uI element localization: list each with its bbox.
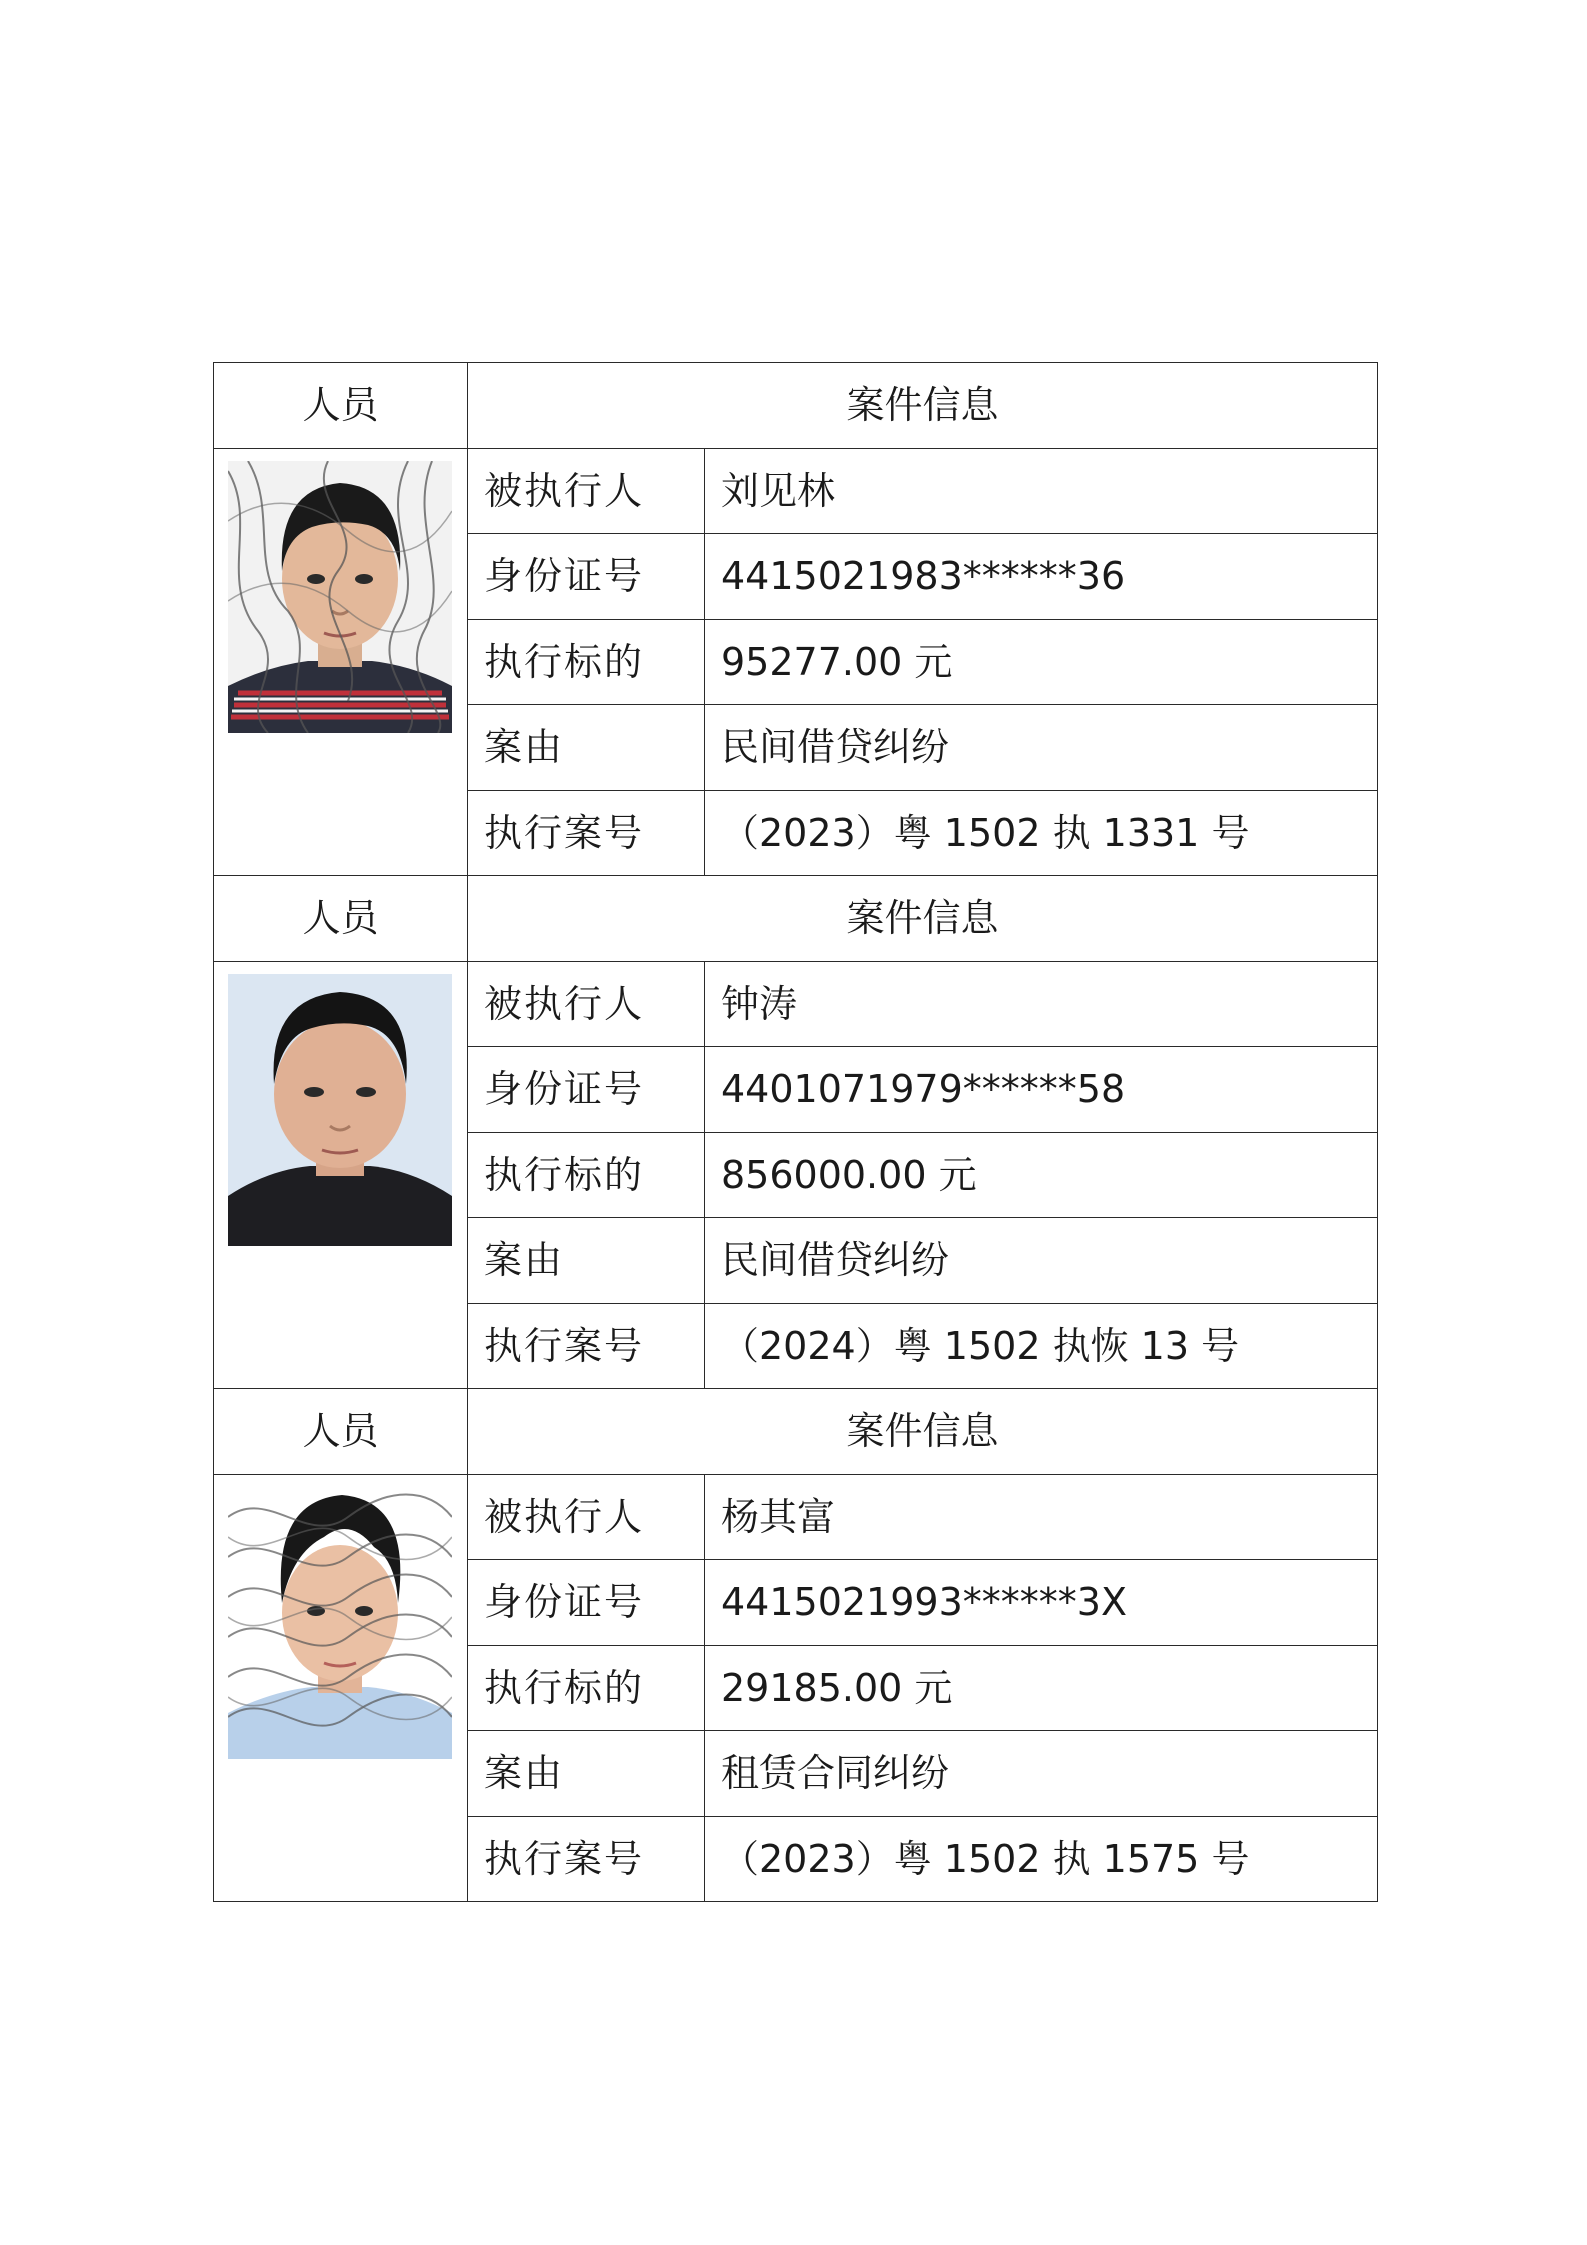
person-photo xyxy=(228,974,452,1246)
header-case-info: 案件信息 xyxy=(468,876,1378,962)
label-cause: 案由 xyxy=(468,1218,705,1304)
value-respondent: 钟涛 xyxy=(705,961,1378,1047)
value-cause: 民间借贷纠纷 xyxy=(705,705,1378,791)
record-row xyxy=(214,961,1378,1047)
label-amount: 执行标的 xyxy=(468,1645,705,1731)
label-case-number: 执行案号 xyxy=(468,1816,705,1902)
header-case-info: 案件信息 xyxy=(468,363,1378,449)
person-photo-cell xyxy=(214,448,468,876)
value-case-number: （2023）粤 1502 执 1575 号 xyxy=(705,1816,1378,1902)
value-cause: 民间借贷纠纷 xyxy=(705,1218,1378,1304)
record-header-row xyxy=(214,1389,1378,1475)
label-id-number: 身份证号 xyxy=(468,1047,705,1133)
value-case-number: （2023）粤 1502 执 1331 号 xyxy=(705,790,1378,876)
person-photo-cell xyxy=(214,961,468,1389)
label-respondent: 被执行人 xyxy=(468,961,705,1047)
value-respondent: 刘见林 xyxy=(705,448,1378,534)
header-person: 人员 xyxy=(214,363,468,449)
label-amount: 执行标的 xyxy=(468,619,705,705)
value-amount: 95277.00 元 xyxy=(705,619,1378,705)
label-case-number: 执行案号 xyxy=(468,1303,705,1389)
header-case-info: 案件信息 xyxy=(468,1389,1378,1475)
person-photo xyxy=(228,1487,452,1759)
value-id-number: 4401071979******58 xyxy=(705,1047,1378,1133)
label-respondent: 被执行人 xyxy=(468,1474,705,1560)
person-photo xyxy=(228,461,452,733)
label-respondent: 被执行人 xyxy=(468,448,705,534)
header-person: 人员 xyxy=(214,1389,468,1475)
record-row xyxy=(214,1474,1378,1560)
record-row xyxy=(214,448,1378,534)
label-cause: 案由 xyxy=(468,1731,705,1817)
value-id-number: 4415021983******36 xyxy=(705,534,1378,620)
value-respondent: 杨其富 xyxy=(705,1474,1378,1560)
label-id-number: 身份证号 xyxy=(468,1560,705,1646)
label-cause: 案由 xyxy=(468,705,705,791)
enforcement-list-table xyxy=(213,362,1378,1902)
value-cause: 租赁合同纠纷 xyxy=(705,1731,1378,1817)
record-header-row xyxy=(214,876,1378,962)
label-amount: 执行标的 xyxy=(468,1132,705,1218)
value-id-number: 4415021993******3X xyxy=(705,1560,1378,1646)
person-photo-cell xyxy=(214,1474,468,1902)
label-case-number: 执行案号 xyxy=(468,790,705,876)
value-case-number: （2024）粤 1502 执恢 13 号 xyxy=(705,1303,1378,1389)
record-header-row xyxy=(214,363,1378,449)
header-person: 人员 xyxy=(214,876,468,962)
label-id-number: 身份证号 xyxy=(468,534,705,620)
value-amount: 856000.00 元 xyxy=(705,1132,1378,1218)
value-amount: 29185.00 元 xyxy=(705,1645,1378,1731)
